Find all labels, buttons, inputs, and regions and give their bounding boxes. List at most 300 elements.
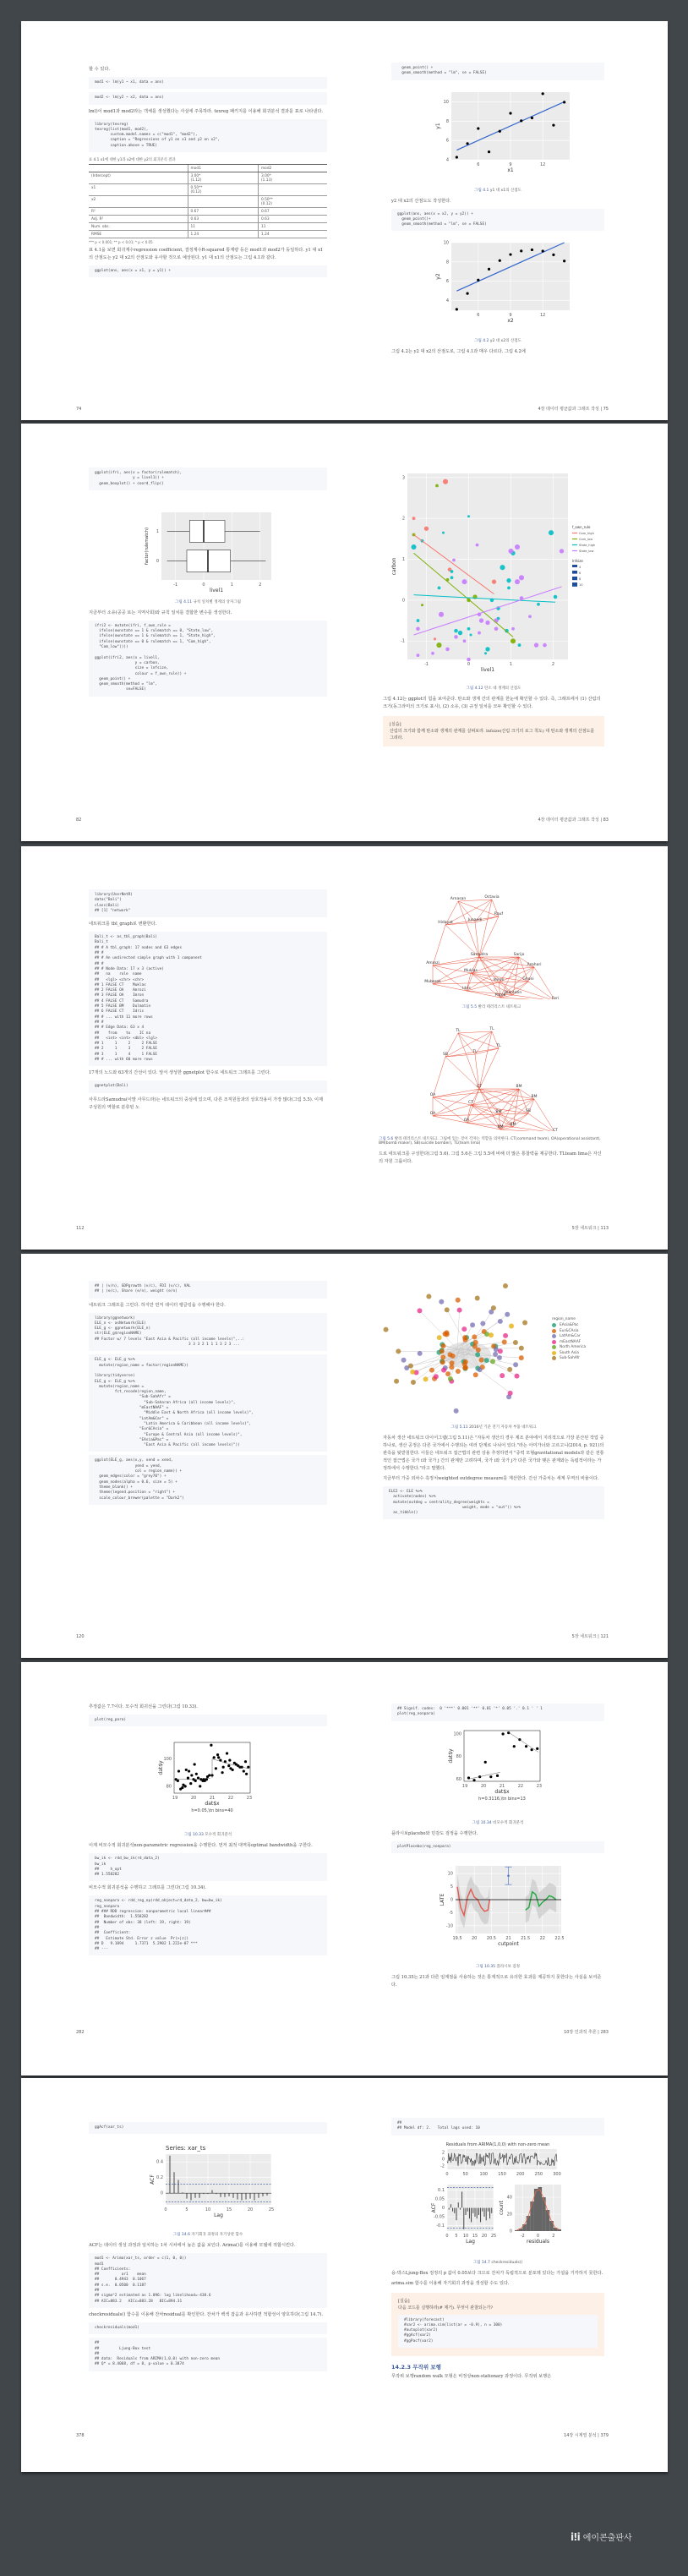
body-text: y2 대 x2의 산점도도 작성한다. [391,198,451,204]
table-cell: 0.63 [259,216,328,223]
code-block: mod1 <- Arima(xar_ts, order = c(1, 0, 0)) mod1 ## Coefficients: ## ar1 mean ## 0.4943 0.1067 ## s.e. 0.0500 0.1187 ## ## sigma^2 estimated as 1.096: log likelihood=-438.6 ## AIC=883.2 AICc=883.28 BIC=894.31 [89,2253,327,2308]
data-point [215,1768,217,1770]
spread-120-121 [21,1254,668,1658]
data-point [222,1766,225,1769]
network-edge [433,925,445,965]
data-point [228,1759,231,1762]
node-label: CT [467,1101,473,1105]
network-figure [383,1279,604,1423]
network-node [408,1364,413,1369]
network-node [509,1323,514,1328]
network-edge [467,982,499,991]
publisher-logo[interactable] [571,2530,632,2543]
data-point [510,638,515,643]
x-tick-label: 100 [479,2171,489,2177]
code-block: ggplot(ifri, aes(x = factor(rulematch), y = livel1)) + geom_boxplot() + coord_flip() [89,468,327,490]
y-tick-label: 10 [443,240,449,246]
page-83 [345,424,668,841]
data-point [501,1732,504,1735]
x-tick-label: 50 [462,2171,468,2177]
legend-dot-icon [552,1345,556,1349]
node-label: SB [525,1109,531,1113]
table-cell: 11 [188,223,258,231]
data-point [478,618,483,622]
data-point [213,1757,216,1759]
exercise-box [383,716,604,747]
network-node [498,1348,503,1354]
y-tick-label: 0 [441,2157,445,2163]
table-cell: RMSE [89,231,188,238]
table-header-row [89,165,327,172]
figure-caption: 그림 4.12 탄소 대 생계의 산점도 [466,686,521,691]
node-label: Patek [494,993,505,998]
body-text: 할 수 있다. [89,67,110,72]
x-tick-label: 2 [552,2233,555,2239]
x-tick-label: 300 [553,2171,561,2177]
x-tick-label: 15 [472,2233,478,2239]
network-node [503,1333,508,1338]
regression-table [89,164,327,238]
figure-caption: 그림 10.35 플라시보 검정 [476,1964,520,1969]
data-point [243,1770,245,1773]
data-point [456,156,458,158]
data-point [472,1779,475,1781]
table-cell [89,165,188,172]
table-cell: x1 [89,184,188,196]
data-point [221,1771,223,1774]
node-label: TL [472,1050,478,1054]
data-point [483,652,486,654]
data-point [477,279,479,282]
network-edge [499,1113,528,1114]
body-text: 네트워크 그래프를 그린다. 하지만 먼저 데이터 랭글링을 수행해야 한다. [89,1302,226,1308]
data-point [445,648,450,652]
data-point [466,293,468,295]
page-112 [21,846,344,1250]
legend-label: North America [560,1345,587,1349]
y-tick-label: 0 [509,2229,512,2234]
histogram-bar [515,2230,519,2231]
y-tick-label: 8 [445,118,449,124]
figure-caption: 그림 14.6 자기회귀 과정의 자기상관 함수 [172,2233,243,2238]
network-node [507,1367,512,1372]
network-edge [479,1089,534,1099]
network-roles [416,1021,568,1131]
data-point [552,123,554,126]
scatter-y1-x1 [422,85,574,183]
x-axis-label: dat$x [205,1801,220,1808]
data-point [514,544,519,550]
x-axis-label: Lag [466,2238,475,2245]
body-text: arima.sim 함수를 이용해 자기회귀 과정을 생성할 수도 있다. [391,2280,510,2286]
table-row [89,223,327,231]
network-edge [534,1099,555,1131]
y-tick-label: 100 [453,1731,461,1737]
data-point [450,576,453,579]
network-edge [467,1114,499,1123]
x-axis-label: x1 [507,167,514,173]
y-tick-label: 80 [456,1753,461,1759]
data-point [477,127,479,129]
data-point [177,1780,179,1782]
y-tick-label: 10 [447,1871,453,1877]
node-label: BM [497,1125,503,1129]
legend-label: South Asia [560,1350,579,1355]
x-axis-label: Lag [214,2212,223,2219]
y-axis-label: ACF [150,2174,156,2185]
data-point [488,150,490,153]
network-node [498,1319,503,1324]
x-tick-label: 0 [202,582,205,588]
data-point [245,1773,248,1775]
y-axis-label: dat$y [158,1760,164,1775]
y-tick-label: 0.2 [156,2175,163,2181]
publisher-name: 에이콘출판사 [582,2534,632,2543]
running-footer: 10장 인과적 추론 | 283 [564,2030,609,2035]
page-121 [345,1254,668,1658]
code-block: ELE_g <- ELE_g %>% mutate(region_name = factor(regionNAME)) library(tidyverse) ELE_g <- ELE_g %>% mutate(region_name = fct_recode(region_name, "Sub-SahAfr" = "Sub-Saharan Africa (all income levels)", "mEastNAAF" = "Middle East & North Africa (all income levels)", "LatAm&Car" = "Latin America & Caribbean (all income levels)", "Eur&CAsia" = "Europe & Central Asia (all income levels)", "EAsia&Pac" = "East Asia & Pacific (all income levels)")) [89,1354,327,1452]
x-tick-label: 0 [445,2233,449,2239]
figure-caption: 그림 4.11 규칙 일치별 생계의 상자그림 [174,599,242,604]
network-node [440,1354,445,1359]
exercise-title: [실습] [398,2298,410,2304]
legend-label: Com_high [578,532,594,535]
body-text: 비모수적 회귀분석을 수행하고 그래프를 그린다(그림 10.34). [89,1885,207,1891]
y-tick-label: 0.05 [434,2196,445,2202]
page-120 [21,1254,344,1658]
x-tick-label: 0 [164,2207,167,2213]
code-block: mod1 <- lm(y1 ~ x1, data = ans) [89,77,327,89]
data-point [217,1757,220,1759]
body-text: 지금부터 소유(공공 또는 지역사회)와 규칙 일치를 결합한 변수를 생성한다. [89,610,232,615]
data-point [416,654,419,657]
code-block: ## ## Ljung-Box test ## ## data: Residuals from ARIMA(1,0,0) with non-zero mean ## Q* = 8.4068, df = 8, p-value = 0.3874 [89,2338,327,2371]
data-point [500,565,505,570]
figure-caption: 그림 10.33 모수적 회귀분석 [183,1833,232,1838]
table-cell [259,184,328,196]
x-tick-label: 150 [498,2171,506,2177]
table-cell: mod1 [188,165,258,172]
data-point [531,249,533,251]
x-tick-label: 6 [477,313,480,319]
network-edge [433,1097,471,1105]
network-edge [433,1097,467,1123]
data-point [435,484,439,488]
y-tick-label: 0 [441,2205,445,2211]
node-label: CT [476,1085,482,1089]
table-cell: 0.50** (0.12) [188,184,258,196]
network-node [493,1352,498,1357]
table-row [89,216,327,223]
body-text: 17개의 노드와 63개의 간선이 있다. 앞서 생성한 ggnetplot 함수로 네트워크 그래프를 그린다. [89,1070,271,1076]
data-point [195,1773,198,1775]
data-point [548,530,553,535]
network-node [426,1294,431,1299]
data-point [517,643,521,647]
legend-label: LatAm&Car [560,1334,581,1338]
node-label: CT [552,1129,558,1131]
node-label: BM [516,1085,521,1089]
spread-282-283 [21,1662,668,2076]
network-node [429,1368,434,1373]
data-point [194,1764,196,1766]
y-tick-label: -0.05 [434,2214,445,2220]
network-node [490,1359,495,1364]
data-point [537,603,540,606]
network-node [484,1332,489,1337]
running-footer: 4장 데이터 평균값과 그래프 작성 | 75 [538,407,609,412]
scatter-carbon-livel1 [390,469,598,681]
histogram-bar [546,2210,550,2231]
trade-network [383,1279,543,1423]
body-text: 표 4.1을 보면 회귀계수regression coefficient, 결정계수R-squared 통계량 등은 mod1과 mod2가 동일하다. y1 대 x1의 산점도는 y2 대 x2의 산점도와 유사할 것으로 예상된다. y1 대 x1의 산점도는 그림 4.1과 같다. [89,248,324,261]
data-point [489,1775,492,1778]
node-label: Mubarok [423,980,441,984]
data-point [189,1782,192,1785]
data-point [491,579,495,583]
node-label: Feri [551,997,559,999]
x-tick-label: 20 [190,1796,197,1802]
x-tick-label: 20 [247,2207,254,2213]
x-tick-label: 20 [471,1935,478,1941]
y-tick-label: 0 [160,2190,163,2196]
legend-item [552,1356,586,1360]
network-node [519,1346,524,1351]
section-heading: 14.2.3 무작위 보행 [391,2364,441,2371]
x-tick-label: 23 [246,1796,253,1802]
data-point [185,1769,188,1771]
data-point [514,579,519,584]
page-283 [345,1662,668,2076]
code-block: library(texreg) texreg(list(mod1, mod2), custom.model.names = c("mod1", "mod2"), caption = "Regressions of y1 on x1 and y2 on x2", caption.above = TRUE) [89,119,327,152]
network-node [475,1352,480,1357]
figure-caption: 그림 5.6 발리 테러리스트 네트워크. 그림에 있는 것이 각자는 역할을 의미한다. CT(command team), OA(operational assistant), BM(bomb maker), SB(suicide bomber), TL(team lima) [379,1137,601,1146]
x-tick-label: 0 [536,2233,540,2239]
y-tick-label: 0 [401,598,405,604]
data-point [420,604,423,606]
y-tick-label: 10 [443,99,449,105]
table-caption: 표 4.1 x1에 대한 y1과 x2에 대한 y2의 회귀분석 결과 [89,158,176,163]
page-number: 282 [76,2030,85,2035]
histogram-bar [538,2187,543,2231]
network-node [411,1380,416,1385]
legend-dot-icon [552,1323,556,1327]
network-node [394,1379,399,1384]
data-point [411,544,416,550]
network-node [456,1369,461,1374]
data-point [553,595,557,599]
legend-label: 8 [578,577,581,581]
x-tick-label: 0 [467,662,470,667]
network-names [416,889,568,999]
plot-subtitle: h=0.05,\tn bins=40 [191,1808,233,1814]
plot-frame [464,1731,540,1781]
network-node [515,1374,520,1379]
table-cell: 0.67 [259,208,328,216]
legend-key [572,565,577,567]
acf-plot [140,2142,276,2227]
code-block: ggplot(ans, aes(x = x2, y = y2)) + geom_point()+ geom_smooth(method = "lm", se = FALSE) [391,209,604,232]
data-point [509,254,511,256]
x-tick-label: 20.5 [486,1935,496,1941]
data-point [247,1766,249,1769]
data-point [438,612,443,617]
network-edge [534,967,555,999]
table-cell: 0.63 [188,216,258,223]
data-point [436,643,441,648]
figure-caption: 그림 4.1 y1 대 x1의 산점도 [474,188,521,193]
data-point [187,1777,189,1780]
node-label: Hidayat [437,921,453,925]
legend-title: f_own_rule [571,525,590,529]
legend-title: lnfsize [571,559,583,563]
data-point [442,479,447,484]
plot-panel [407,473,568,659]
node-label: TL [489,1027,494,1031]
data-point [412,517,415,520]
x-tick-label: 21 [209,1796,216,1802]
x-tick-label: 25 [490,2233,497,2239]
x-tick-label: 22 [517,1783,524,1789]
data-point [518,575,523,580]
figure-caption: 그림 5.5 발리 테러리스트 네트워크 [461,1005,521,1009]
network-node [440,1343,445,1348]
legend-label: 10 [578,583,583,587]
network-node [445,1371,450,1376]
table-cell: Adj. R² [89,216,188,223]
network-node [440,1359,445,1365]
page-number: 378 [76,2433,85,2438]
data-point [226,1753,228,1755]
network-node [462,1335,467,1340]
network-node [440,1349,445,1354]
y-axis-label: y2 [435,273,441,281]
network-node [423,1376,429,1381]
y-tick-label: 80 [166,1784,172,1790]
page-number: 74 [76,407,82,412]
table-cell: x2 [89,196,188,208]
network-edge [458,1033,479,1089]
data-point [454,635,458,639]
x-tick-label: 22 [539,1935,546,1941]
y-tick-label: 0 [156,558,159,564]
fit-line [508,1731,538,1752]
data-point [543,643,547,648]
legend-label: Sub-SahAfr [560,1356,580,1360]
histogram-bar [530,2201,534,2231]
table-cell [188,196,258,208]
x-tick-label: 10 [462,2233,469,2239]
data-point [563,101,565,103]
data-point [520,119,522,122]
data-point [452,559,456,562]
code-block: ggplot(ans, aes(x = x1, y = y1)) + [89,265,327,277]
x-tick-label: 10 [205,2207,211,2213]
data-point [181,1786,183,1789]
code-block: ggnetplot(Bali) [89,1080,327,1092]
network-edge [433,984,467,991]
network-edge [433,982,499,984]
data-point [499,260,501,262]
code-block: plotPlacebo(reg_nonpara) [391,1841,604,1853]
network-edge [479,957,534,967]
network-node [384,1327,389,1332]
table-footnote: *** p < 0.001; ** p < 0.01; * p < 0.05 [89,240,153,245]
code-block: Bali_t <- as_tbl_graph(Bali) Bali_t ## # A tbl_graph: 17 nodes and 63 edges ## # ## # An undirected simple graph with 1 component ## # ## # Node Data: 17 x 3 (active) ## na role name ## <lgl> <chr> <chr> ## 1 FALSE CT Muklas ## 2 FALSE OA Amrozi ## 3 FALSE OA Imron ## 4 FALSE CT Samudra ## 5 FALSE BM Dulmatin ## 6 FALSE CT Idris ## # ... with 11 more rows ## # ## # Edge Data: 63 x 4 ## from to IC na ## <int> <int> <dbl> <lgl> ## 1 1 2 2 FALSE ## 2 1 3 2 FALSE ## 3 1 4 1 FALSE ## # ... with 60 more rows [89,932,327,1066]
data-point [536,1747,538,1749]
data-point [496,1774,499,1776]
x-axis-label: livel1 [209,587,224,593]
body-text: 무작위 보행random walk 모형은 비정상non-stationary 과정이다. 무작위 보행은 [391,2374,552,2380]
x-tick-label: 2 [551,662,554,667]
network-node [396,1348,401,1354]
page-number: 82 [76,818,82,823]
data-point [488,268,490,271]
y-tick-label: -0.1 [436,2223,445,2229]
y-tick-label: 2 [441,2150,445,2156]
network-node [456,1298,461,1303]
network-node [448,1376,453,1381]
node-label: Arnasan [450,897,466,901]
table-row [89,208,327,216]
data-point [563,260,565,263]
legend-label: Com_low [578,538,592,541]
code-block: library(UserNetR) data("Bali") class(Bali) ## [1] "network" [89,889,327,917]
data-point [499,129,501,132]
network-node [473,1340,478,1345]
network-node [450,1354,456,1359]
placebo-plot [430,1862,565,1959]
table-cell: 0.67 [188,208,258,216]
x-axis-label: cutpoint [498,1940,519,1947]
x-axis-label: livel1 [480,667,494,673]
data-point [478,632,481,635]
network-node [503,1283,508,1288]
page-113 [345,846,668,1250]
network-node [489,1332,494,1337]
code-block: ## | (v/n), GDPgrowth (v/c), FDI (v/c), VAL ## | (e/c), Share (e/n), weight (e/n) [89,1281,327,1299]
data-point [456,309,458,311]
node-label: Imron [492,978,505,982]
figure-caption: 그림 5.11 2016년 기준 전기 자동차 부품 네트워크 [450,1425,537,1430]
data-point [210,1744,212,1747]
page-82 [21,424,344,841]
x-axis-label: x2 [507,318,514,325]
network-edge [433,965,467,991]
body-text: 자동차 생산 네트워크 다이어그램(그림 5.11)은 "자동차 생산의 경우 제조 분야에서 지리적으로 가장 분산된 작업 중 하나로, 생산 공정은 다른 국가에서 수행되는 여러 단계로 나뉘어 있다."라는 아미가너와 고르고니(2014, p. 921)의 관측을 뒷받침한다. 이들은 네트워크 접근법의 관련 상용 추정하면서 "중력 모형gravitational models과 같은 전통적인 접근법은 국가 i와 국가 j 간의 관계만 고려하며, 국가 i와 국가 j가 다른 국가와 맺은 관계와는 독립적이라는 가정하에서 수행한다."라고 말했다. [383,1436,604,1471]
x-tick-label: -1 [173,582,178,588]
data-point [454,629,458,633]
network-node [439,1299,444,1304]
y-tick-label: 0.4 [156,2160,163,2166]
node-label: Ghoni [521,977,534,982]
y-axis-label: dat$y [448,1747,454,1764]
x-tick-label: 5 [455,2233,458,2239]
page-number: 112 [76,1226,85,1231]
network-node [484,1358,489,1363]
network-node [513,1340,518,1345]
node-label: Muklas [463,969,478,973]
y-tick-label: 8 [445,260,449,265]
estimate-point [507,1874,510,1877]
data-point [467,658,471,662]
network-node [437,1335,442,1340]
network-edge [433,1105,471,1116]
network-node [505,1312,510,1317]
network-node [434,1374,439,1379]
x-tick-label: 9 [509,161,512,167]
table-row [89,231,327,238]
